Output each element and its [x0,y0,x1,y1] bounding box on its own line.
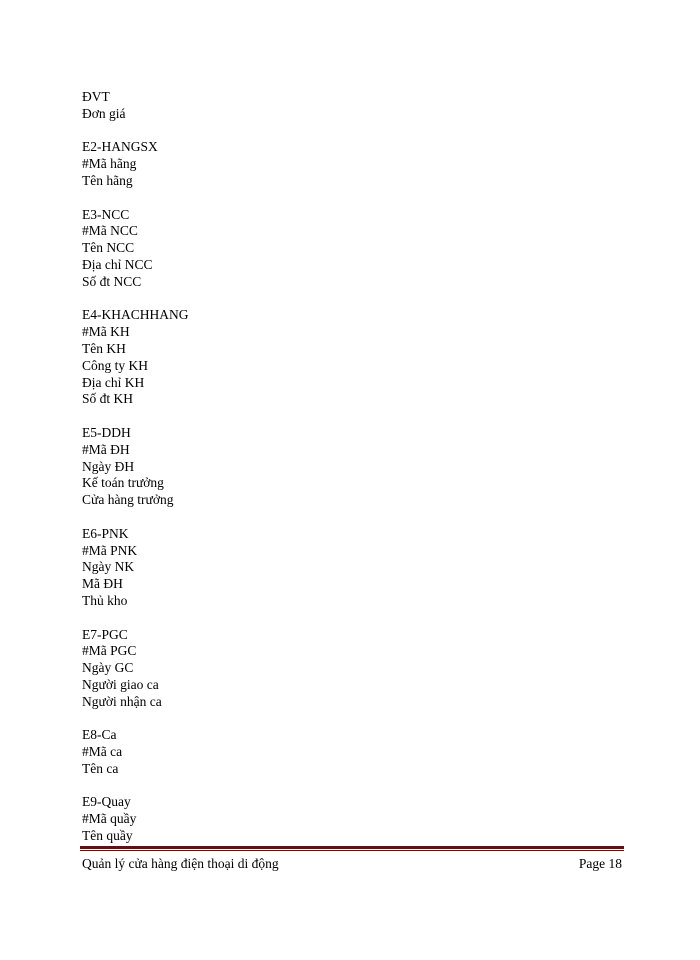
attribute-line: #Mã PNK [82,542,138,558]
attribute-line: Tên NCC [82,240,135,256]
attribute-line: Ngày GC [82,660,134,676]
entity-title: E7-PGC [82,626,128,642]
attribute-line: Tên hãng [82,172,133,188]
attribute-line: Địa chỉ KH [82,374,145,390]
attribute-line: Tên quầy [82,828,133,844]
attribute-line: #Mã KH [82,324,130,340]
attribute-line: #Mã hãng [82,156,137,172]
entity-title: E5-DDH [82,424,131,440]
entity-title: E6-PNK [82,525,129,541]
attribute-line: Mã ĐH [82,576,123,592]
attribute-line: #Mã PGC [82,643,137,659]
attribute-line: Ngày NK [82,559,135,575]
attribute-line: #Mã NCC [82,223,138,239]
page-number: Page 18 [578,856,622,871]
attribute-line: Thủ kho [82,592,128,608]
attribute-line: Tên KH [82,340,126,356]
footer-title: Quản lý cửa hàng điện thoại di động [82,856,279,871]
entity-block [82,794,622,844]
attribute-line: #Mã ca [82,744,123,760]
footer-divider [80,846,624,852]
attribute-line: Tên ca [82,760,119,776]
attribute-line: Ngày ĐH [82,458,135,474]
attribute-line: Cửa hàng trưởng [82,492,174,508]
entity-title: E4-KHACHHANG [82,307,189,323]
attribute-line: Địa chỉ NCC [82,256,153,272]
entity-title: E9-Quay [82,794,131,810]
document-body [82,89,622,845]
attribute-line: ĐVT [82,89,110,104]
attribute-line: Đơn giá [82,105,126,121]
attribute-line: Kế toán trưởng [82,475,164,491]
entity-title: E3-NCC [82,206,130,222]
entity-title: E8-Ca [82,727,117,743]
page-footer [82,856,622,872]
entity-block [82,307,622,408]
entity-block [82,526,622,610]
entity-title: E2-HANGSX [82,139,158,155]
entity-block [82,627,622,711]
attribute-line: Số đt KH [82,391,134,407]
entity-block [82,425,622,509]
attribute-line: #Mã quầy [82,811,137,827]
entity-block [82,207,622,291]
entity-block [82,727,622,777]
attribute-line: Số đt NCC [82,273,142,289]
top-attribute-list [82,89,622,123]
entity-block [82,139,622,189]
attribute-line: Công ty KH [82,357,149,373]
attribute-line: Người giao ca [82,676,159,692]
attribute-line: #Mã ĐH [82,441,130,457]
attribute-line: Người nhận ca [82,693,162,709]
